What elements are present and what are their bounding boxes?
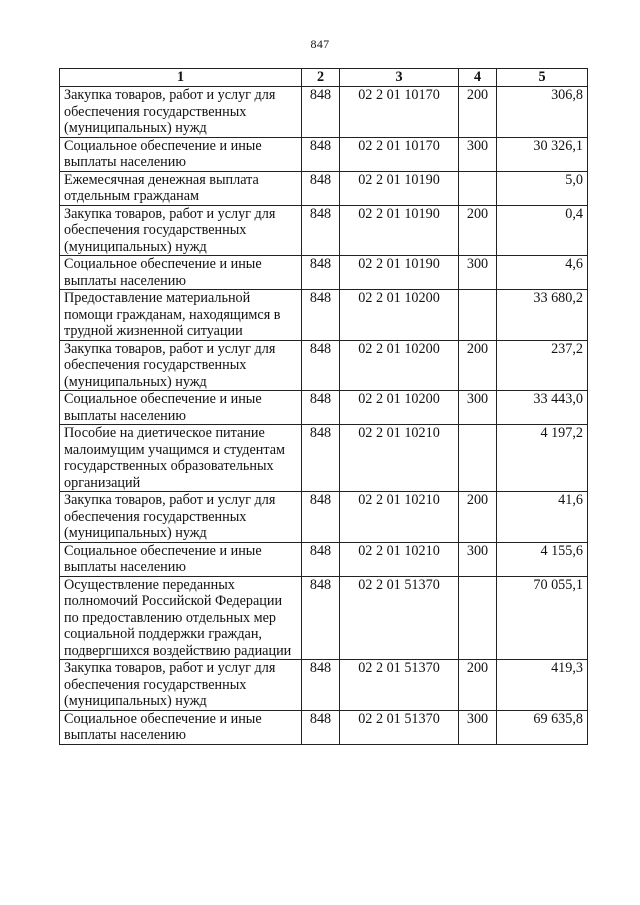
table-row — [60, 137, 588, 171]
cell-name: Закупка товаров, работ и услуг для обеспечения государственных (муниципальных) нужд — [60, 492, 302, 543]
cell-amount: 41,6 — [497, 492, 588, 543]
cell-department-code: 848 — [302, 710, 340, 744]
cell-amount: 5,0 — [497, 171, 588, 205]
cell-name: Социальное обеспечение и иные выплаты населению — [60, 256, 302, 290]
cell-name: Социальное обеспечение и иные выплаты населению — [60, 137, 302, 171]
table-row — [60, 171, 588, 205]
table-row — [60, 710, 588, 744]
cell-expense-type: 200 — [459, 205, 497, 256]
table-row — [60, 576, 588, 660]
cell-expense-type — [459, 425, 497, 492]
cell-expense-type: 200 — [459, 340, 497, 391]
cell-name: Пособие на диетическое питание малоимущим учащимся и студентам государственных образовательных организаций — [60, 425, 302, 492]
cell-target-article: 02 2 01 10200 — [340, 340, 459, 391]
cell-name: Закупка товаров, работ и услуг для обеспечения государственных (муниципальных) нужд — [60, 87, 302, 138]
cell-expense-type — [459, 290, 497, 341]
table-row — [60, 391, 588, 425]
cell-amount: 237,2 — [497, 340, 588, 391]
cell-name: Предоставление материальной помощи гражданам, находящимся в трудной жизненной ситуации — [60, 290, 302, 341]
budget-table — [59, 68, 588, 745]
cell-department-code: 848 — [302, 137, 340, 171]
table-row — [60, 425, 588, 492]
cell-expense-type: 300 — [459, 710, 497, 744]
cell-expense-type: 300 — [459, 542, 497, 576]
cell-department-code: 848 — [302, 205, 340, 256]
cell-target-article: 02 2 01 10190 — [340, 205, 459, 256]
cell-target-article: 02 2 01 51370 — [340, 710, 459, 744]
cell-amount: 0,4 — [497, 205, 588, 256]
cell-expense-type: 200 — [459, 660, 497, 711]
cell-department-code: 848 — [302, 256, 340, 290]
table-row — [60, 492, 588, 543]
table-row — [60, 205, 588, 256]
cell-department-code: 848 — [302, 391, 340, 425]
cell-amount: 4 155,6 — [497, 542, 588, 576]
column-header-expense-type: 4 — [459, 69, 497, 87]
table-row — [60, 542, 588, 576]
table-row — [60, 660, 588, 711]
table-row — [60, 87, 588, 138]
cell-name: Осуществление переданных полномочий Российской Федерации по предоставлению отдельных мер социальной поддержки граждан, подвергшихся воздействию радиации — [60, 576, 302, 660]
cell-name: Закупка товаров, работ и услуг для обеспечения государственных (муниципальных) нужд — [60, 205, 302, 256]
cell-department-code: 848 — [302, 425, 340, 492]
cell-amount: 33 443,0 — [497, 391, 588, 425]
cell-amount: 4 197,2 — [497, 425, 588, 492]
cell-target-article: 02 2 01 10170 — [340, 137, 459, 171]
table-body — [60, 87, 588, 745]
cell-amount: 70 055,1 — [497, 576, 588, 660]
cell-target-article: 02 2 01 10210 — [340, 492, 459, 543]
cell-department-code: 848 — [302, 340, 340, 391]
cell-name: Закупка товаров, работ и услуг для обеспечения государственных (муниципальных) нужд — [60, 340, 302, 391]
cell-amount: 33 680,2 — [497, 290, 588, 341]
cell-expense-type: 300 — [459, 256, 497, 290]
cell-target-article: 02 2 01 10210 — [340, 542, 459, 576]
cell-name: Социальное обеспечение и иные выплаты населению — [60, 710, 302, 744]
table-row — [60, 340, 588, 391]
cell-expense-type: 200 — [459, 87, 497, 138]
column-header-name: 1 — [60, 69, 302, 87]
table-row — [60, 256, 588, 290]
cell-amount: 69 635,8 — [497, 710, 588, 744]
cell-amount: 419,3 — [497, 660, 588, 711]
cell-name: Закупка товаров, работ и услуг для обеспечения государственных (муниципальных) нужд — [60, 660, 302, 711]
column-header-target-article: 3 — [340, 69, 459, 87]
cell-target-article: 02 2 01 51370 — [340, 660, 459, 711]
cell-amount: 4,6 — [497, 256, 588, 290]
cell-target-article: 02 2 01 10190 — [340, 171, 459, 205]
column-header-code: 2 — [302, 69, 340, 87]
cell-target-article: 02 2 01 51370 — [340, 576, 459, 660]
cell-expense-type: 300 — [459, 391, 497, 425]
cell-expense-type: 200 — [459, 492, 497, 543]
cell-name: Социальное обеспечение и иные выплаты населению — [60, 391, 302, 425]
cell-department-code: 848 — [302, 87, 340, 138]
cell-expense-type — [459, 576, 497, 660]
table-row — [60, 290, 588, 341]
cell-department-code: 848 — [302, 660, 340, 711]
cell-amount: 306,8 — [497, 87, 588, 138]
cell-amount: 30 326,1 — [497, 137, 588, 171]
cell-department-code: 848 — [302, 542, 340, 576]
cell-expense-type — [459, 171, 497, 205]
column-header-amount: 5 — [497, 69, 588, 87]
cell-name: Социальное обеспечение и иные выплаты населению — [60, 542, 302, 576]
table-header-row — [60, 69, 588, 87]
cell-target-article: 02 2 01 10210 — [340, 425, 459, 492]
cell-department-code: 848 — [302, 576, 340, 660]
cell-target-article: 02 2 01 10190 — [340, 256, 459, 290]
cell-target-article: 02 2 01 10200 — [340, 290, 459, 341]
cell-department-code: 848 — [302, 492, 340, 543]
cell-department-code: 848 — [302, 290, 340, 341]
cell-expense-type: 300 — [459, 137, 497, 171]
cell-target-article: 02 2 01 10200 — [340, 391, 459, 425]
cell-target-article: 02 2 01 10170 — [340, 87, 459, 138]
cell-name: Ежемесячная денежная выплата отдельным гражданам — [60, 171, 302, 205]
page-number: 847 — [310, 37, 330, 51]
cell-department-code: 848 — [302, 171, 340, 205]
